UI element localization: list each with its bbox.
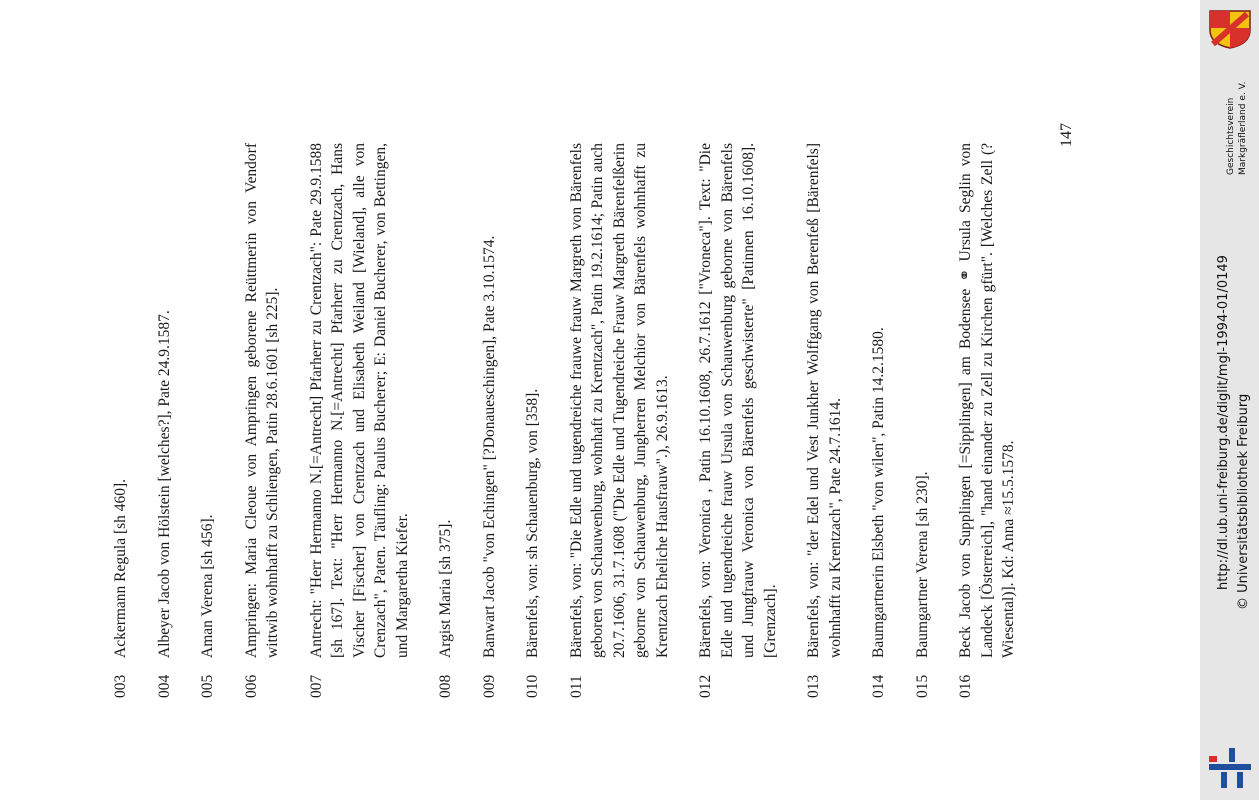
society-name-line2: Markgräflerland e. V. — [1238, 81, 1248, 175]
register-entry — [912, 143, 934, 698]
register-entry — [955, 143, 1020, 698]
entry-number: 011 — [567, 675, 585, 698]
entry-text: Albeyer Jacob von Hölstein [welches?], Pate 24.9.1587. — [155, 310, 173, 658]
entry-number: 003 — [112, 674, 129, 698]
source-url[interactable]: http://dl.ub.uni-freiburg.de/diglit/mgl-1994-01/0149 — [1216, 255, 1231, 590]
entry-number: 005 — [199, 674, 216, 698]
footer-rotated — [1200, 0, 1259, 800]
entry-text: Bärenfels, von: sh Schauenburg, von [358]. — [524, 388, 541, 658]
entry-text: Argist Maria [sh 375]. — [437, 519, 454, 658]
entry-number: 007 — [307, 674, 325, 698]
register-entry — [479, 143, 501, 698]
page-number: 147 — [1058, 123, 1075, 147]
entry-text: Baumgartnerin Elsbeth "von wilen", Patin 14.2.1580. — [870, 327, 887, 658]
entry-number: 004 — [155, 674, 173, 698]
entry-list — [110, 143, 1042, 698]
register-entry — [868, 143, 890, 698]
university-library-logo-icon — [1205, 748, 1255, 788]
viewer-footer-strip — [1200, 0, 1259, 800]
entry-number: 010 — [524, 674, 541, 698]
society-name-line1: Geschichtsverein — [1226, 97, 1236, 175]
register-entry — [306, 143, 414, 698]
entry-text: Antrecht: "Herr Hermanno N.[=Antrecht] Pfarherr zu Crentzach": Pate 29.9.1588 [sh 167]. Text: "Herr Hermanno N.[=Antrecht] Pfarherr zu Crentzach, Hans Vischer [Fischer] von Crentzach und Elisabeth Weiland [Wieland], alle von Crenzach", Paten. Täufling: Paulus Bucherer; E: Daniel Bucherer, von Bettingen, und Margaretha Kiefer. — [307, 143, 411, 658]
entry-text: Ackermann Regula [sh 460]. — [112, 478, 129, 658]
entry-number: 016 — [957, 674, 974, 698]
register-entry — [522, 143, 544, 698]
entry-text: Baumgartner Verena [sh 230]. — [913, 471, 931, 658]
entry-number: 008 — [437, 674, 454, 698]
entry-number: 012 — [697, 674, 714, 698]
entry-number: 015 — [913, 674, 931, 698]
entry-text: Bärenfels, von: "der Edel und Vest Junkher Wolffgang von Berenfeß [Bärenfels] wohnhafft zu Krentzach", Pate 24.7.1614. — [805, 143, 844, 658]
register-entry — [154, 143, 176, 698]
entry-number: 006 — [242, 674, 260, 698]
register-entry — [110, 143, 132, 698]
register-entry — [566, 143, 674, 698]
entry-text: Banwart Jacob "von Echingen" [?Donaueschingen], Pate 3.10.1574. — [480, 235, 498, 658]
entry-text: Bärenfels, von: "Die Edle und tugendreiche frauwe frauw Margreth von Bärenfels geboren von Schauwenburg, wohnhaft zu Krentzach", Patin 19.2.1614; Patin auch 20.7.1606, 31.7.1608 ("Die Edle und Tugendreiche Frauw Margreth Bärenfelßerin geborne von Schauwenburg, Jungherren Melchior von Bärenfels wohnhafft zu Krentzach Eheliche Hausfrauw".), 26.9.1613. — [567, 143, 671, 658]
entry-number: 013 — [805, 674, 822, 698]
entry-number: 014 — [870, 674, 887, 698]
register-entry — [197, 143, 219, 698]
entry-text: Beck Jacob von Supplingen [=Sipplingen] am Bodensee ⚭ Ursula Seglin von Landeck [Österreich], "hand einander zu Zell zu Kirchen gfürt". [Welches Zell (?Wiesental)]. Kd: Anna ≈15.5.1578. — [957, 143, 1017, 658]
register-entry — [241, 143, 284, 698]
register-entry — [695, 143, 781, 698]
register-entry — [435, 143, 457, 698]
entry-text: Bärenfels, von: Veronica , Patin 16.10.1608, 26.7.1612 ["Vroneca"]. Text: "Die Edle und tugendreiche frauw Ursula von Schauwenburg geborne von Bärenfels und Jungfrauw Veronica von Bärenfels geschwisterte" [Patinnen 16.10.1608]. [Grenzach]. — [697, 143, 779, 658]
entry-text: Ampringen: Maria Cleoue von Ampringen geborene Reüttmerin von Vendorf wittwib wohnhafft zu Schliengen, Patin 28.6.1601 [sh 225]. — [242, 143, 281, 658]
entry-number: 009 — [480, 674, 498, 698]
register-entry — [803, 143, 846, 698]
copyright-notice: © Universitätsbibliothek Freiburg — [1236, 393, 1251, 610]
entry-text: Aman Verena [sh 456]. — [199, 514, 216, 658]
society-crest-icon — [1207, 8, 1253, 50]
